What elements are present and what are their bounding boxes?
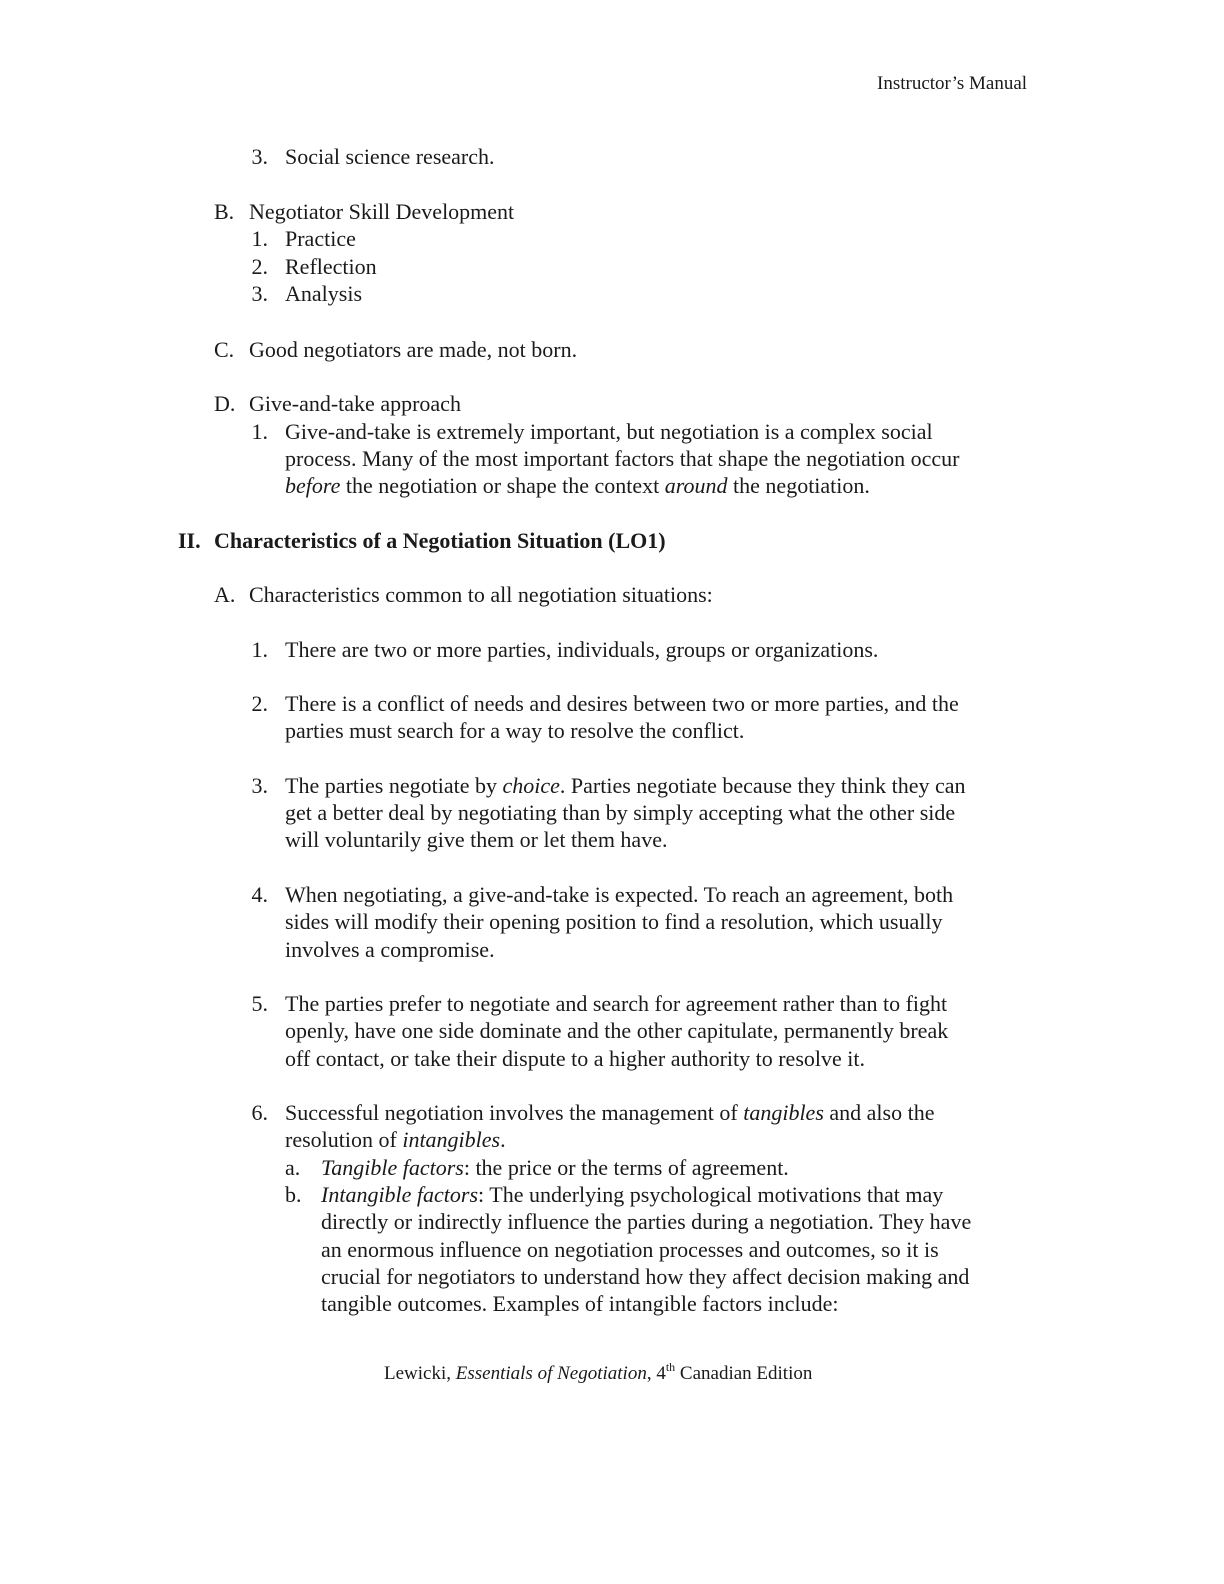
body-text: Successful negotiation involves the management of <box>285 1100 744 1125</box>
list-item-text: sides will modify their opening position to find a resolution, which usually <box>285 909 943 934</box>
body-text: : The underlying psychological motivations that may <box>478 1182 944 1207</box>
list-number: 1. <box>251 637 268 662</box>
list-number: 5. <box>251 991 268 1016</box>
list-item-text <box>285 1099 934 1126</box>
heading-numeral: II. <box>178 528 201 553</box>
emphasis-text: around <box>664 473 728 498</box>
body-text: . Parties negotiate because they think they can <box>559 773 966 798</box>
list-number: 3. <box>251 773 268 798</box>
sublist-item-text: an enormous influence on negotiation processes and outcomes, so it is <box>321 1237 939 1262</box>
list-item-text: parties must search for a way to resolve the conflict. <box>285 718 745 743</box>
section-letter: A. <box>214 582 236 607</box>
section-title: Give-and-take approach <box>249 391 461 416</box>
sublist-item-text: directly or indirectly influence the parties during a negotiation. They have <box>321 1209 972 1234</box>
list-item-text: Practice <box>285 226 356 251</box>
list-item-text: will voluntarily give them or let them have. <box>285 827 668 852</box>
list-item-text: Analysis <box>285 281 362 306</box>
list-item-text: off contact, or take their dispute to a higher authority to resolve it. <box>285 1046 865 1071</box>
list-number: 3. <box>251 281 268 306</box>
list-number: 6. <box>251 1100 268 1125</box>
list-item-text: Reflection <box>285 254 377 279</box>
body-text: the negotiation or shape the context <box>340 473 665 498</box>
list-number: 1. <box>251 226 268 251</box>
list-item-text: process. Many of the most important factors that shape the negotiation occur <box>285 446 960 471</box>
body-text: and also the <box>823 1100 935 1125</box>
body-text: the negotiation. <box>727 473 870 498</box>
list-item-text <box>285 1126 506 1153</box>
running-footer <box>384 1360 812 1387</box>
list-item-text: There is a conflict of needs and desires between two or more parties, and the <box>285 691 959 716</box>
footer-edition-label: Canadian Edition <box>675 1363 813 1384</box>
list-item-text <box>285 772 966 799</box>
sublist-item-text: crucial for negotiators to understand how they affect decision making and <box>321 1264 970 1289</box>
footer-author: Lewicki, <box>384 1363 456 1384</box>
list-item-text: involves a compromise. <box>285 937 495 962</box>
sublist-item-text <box>321 1181 943 1208</box>
sublist-item-text: tangible outcomes. Examples of intangible factors include: <box>321 1291 839 1316</box>
body-text: resolution of <box>285 1127 403 1152</box>
emphasis-text: before <box>285 473 341 498</box>
list-item-text <box>285 472 870 499</box>
section-letter: C. <box>214 337 235 362</box>
list-item-text: When negotiating, a give-and-take is expected. To reach an agreement, both <box>285 882 954 907</box>
section-title: Characteristics common to all negotiation situations: <box>249 582 713 607</box>
section-letter: B. <box>214 199 235 224</box>
sublist-letter: a. <box>285 1155 301 1180</box>
emphasis-text: Intangible factors <box>321 1182 479 1207</box>
list-item-text: get a better deal by negotiating than by simply accepting what the other side <box>285 800 956 825</box>
running-header: Instructor’s Manual <box>877 73 1028 94</box>
section-title: Good negotiators are made, not born. <box>249 337 578 362</box>
list-number: 3. <box>251 144 268 169</box>
section-title: Negotiator Skill Development <box>249 199 515 224</box>
list-number: 4. <box>251 882 268 907</box>
list-item-text: openly, have one side dominate and the other capitulate, permanently break <box>285 1018 949 1043</box>
section-letter: D. <box>214 391 236 416</box>
body-text: . <box>500 1127 506 1152</box>
footer-edition-number: , 4 <box>646 1363 666 1384</box>
list-number: 1. <box>251 419 268 444</box>
body-text: The parties negotiate by <box>285 773 503 798</box>
list-item-text: Social science research. <box>285 144 495 169</box>
list-number: 2. <box>251 691 268 716</box>
sublist-letter: b. <box>285 1182 302 1207</box>
heading-title: Characteristics of a Negotiation Situation (LO1) <box>214 528 666 553</box>
footer-book-title: Essentials of Negotiation <box>455 1363 647 1384</box>
emphasis-text: tangibles <box>743 1100 824 1125</box>
list-number: 2. <box>251 254 268 279</box>
emphasis-text: intangibles <box>402 1127 501 1152</box>
list-item-text: There are two or more parties, individuals, groups or organizations. <box>285 637 879 662</box>
emphasis-text: choice <box>502 773 560 798</box>
emphasis-text: Tangible factors <box>321 1155 464 1180</box>
sublist-item-text <box>321 1154 789 1181</box>
list-item-text: Give-and-take is extremely important, but negotiation is a complex social <box>285 419 933 444</box>
footer-edition-suffix: th <box>665 1360 676 1374</box>
list-item-text: The parties prefer to negotiate and search for agreement rather than to fight <box>285 991 948 1016</box>
body-text: : the price or the terms of agreement. <box>463 1155 789 1180</box>
